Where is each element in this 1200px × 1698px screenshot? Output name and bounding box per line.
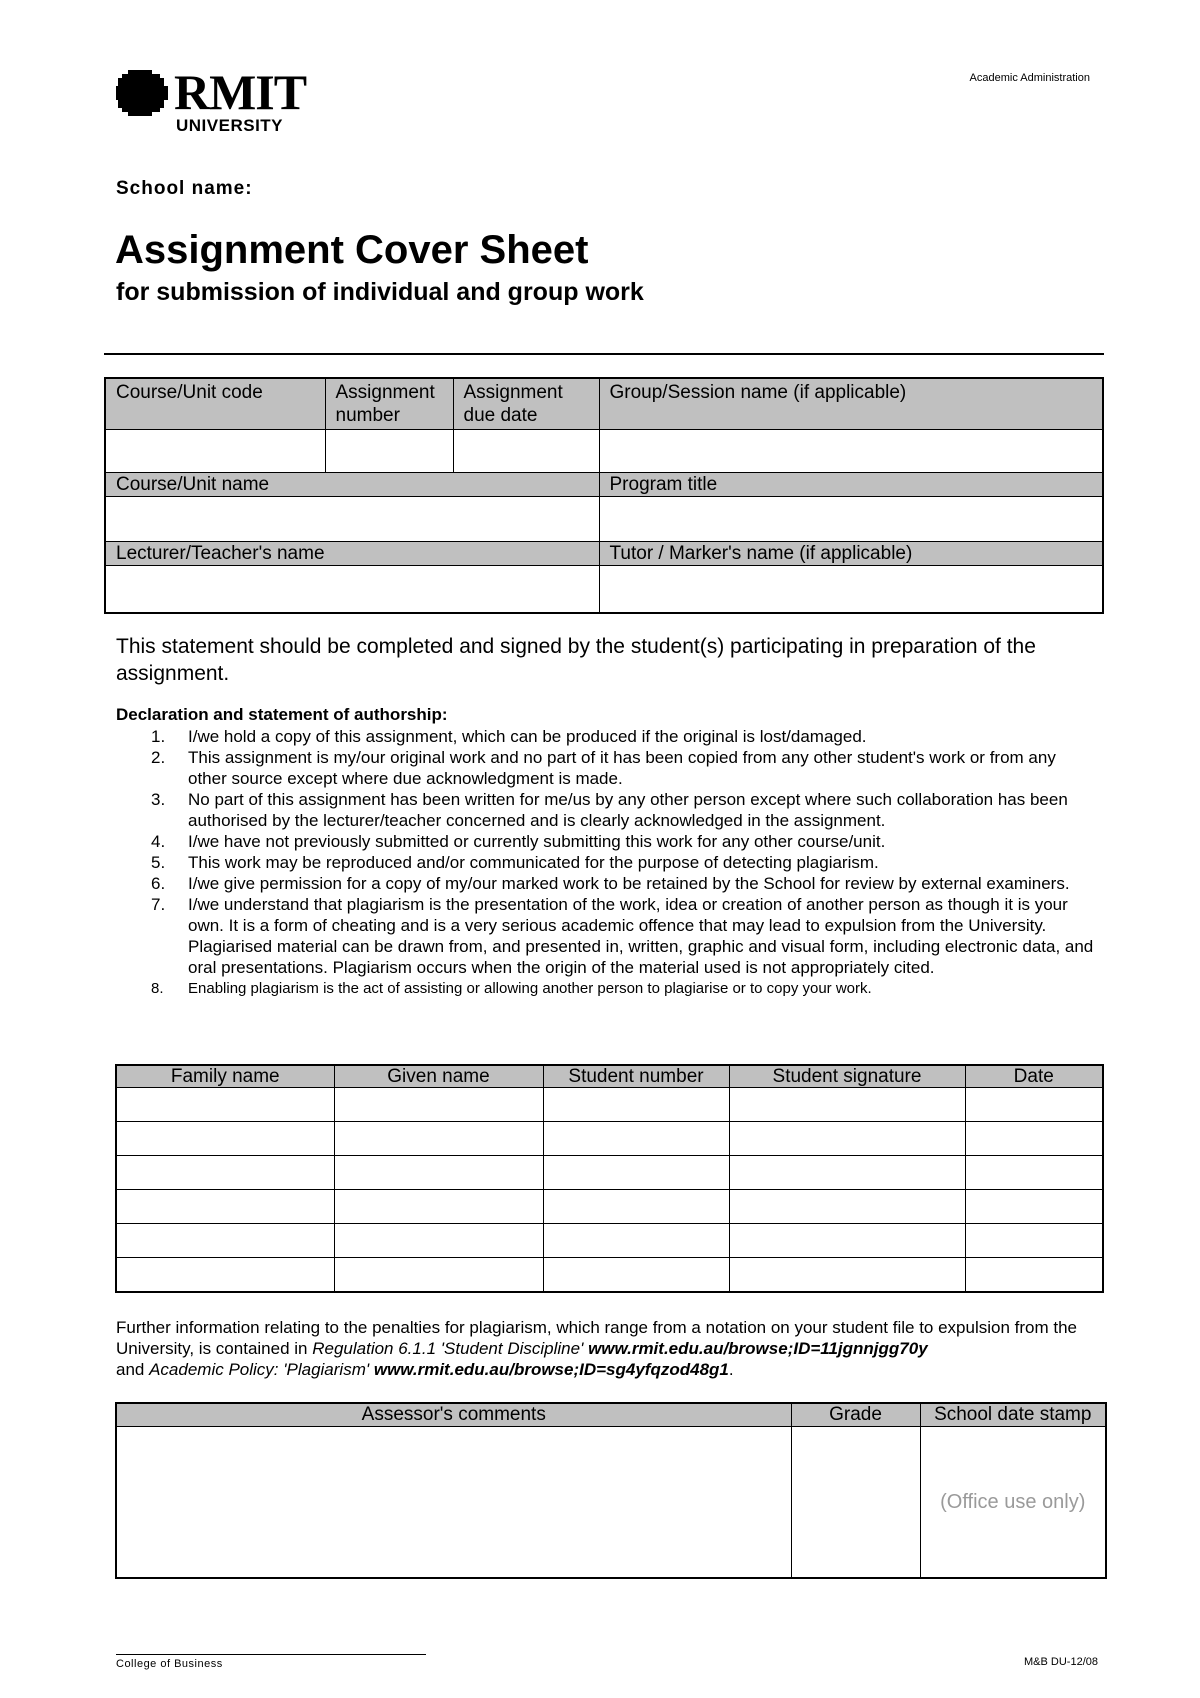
date-field[interactable] <box>965 1224 1103 1258</box>
date-field[interactable] <box>965 1190 1103 1224</box>
regulation-reference: Regulation 6.1.1 'Student Discipline' <box>312 1339 584 1358</box>
family-name-field[interactable] <box>116 1190 334 1224</box>
assessor-comments-header: Assessor's comments <box>116 1403 791 1427</box>
student-signature-field[interactable] <box>729 1224 965 1258</box>
student-number-field[interactable] <box>543 1088 729 1122</box>
grade-field[interactable] <box>791 1427 920 1579</box>
page-title: Assignment Cover Sheet <box>115 228 589 272</box>
course-name-header: Course/Unit name <box>105 473 599 497</box>
assignment-due-date-field[interactable] <box>453 430 599 473</box>
list-item: 5. This work may be reproduced and/or communicated for the purpose of detecting plagiarism. <box>151 853 879 872</box>
date-header: Date <box>965 1065 1103 1088</box>
school-date-stamp-header: School date stamp <box>920 1403 1106 1427</box>
course-code-field[interactable] <box>105 430 325 473</box>
list-item: 7. I/we understand that plagiarism is the presentation of the work, idea or creation of another person as though it is your own. It is a form of cheating and is a very serious academic offence that may lead to expulsion from the University. Plagiarised material can be drawn from, and presented in, written, graphic and visual form, including electronic data, and oral presentations. Plagiarism occurs when the origin of the material used is not appropriately cited. <box>151 895 1094 977</box>
table-row <box>116 1122 1103 1156</box>
logo-wordmark: RMIT <box>174 64 307 120</box>
policy-link[interactable]: www.rmit.edu.au/browse;ID=sg4yfqzod48g1 <box>373 1360 729 1379</box>
assignment-number-field[interactable] <box>325 430 453 473</box>
table-row <box>116 1224 1103 1258</box>
assessor-table <box>115 1402 1107 1579</box>
declaration-title: Declaration and statement of authorship: <box>116 705 448 724</box>
student-signature-table <box>115 1064 1104 1293</box>
course-code-header: Course/Unit code <box>105 378 325 430</box>
student-signature-field[interactable] <box>729 1258 965 1293</box>
tutor-name-field[interactable] <box>599 566 1103 614</box>
group-session-field[interactable] <box>599 430 1103 473</box>
given-name-field[interactable] <box>334 1156 543 1190</box>
office-use-note: (Office use only) <box>920 1427 1106 1579</box>
family-name-header: Family name <box>116 1065 334 1088</box>
student-number-field[interactable] <box>543 1258 729 1293</box>
table-row <box>116 1156 1103 1190</box>
lecturer-name-header: Lecturer/Teacher's name <box>105 542 599 566</box>
date-field[interactable] <box>965 1088 1103 1122</box>
table-row <box>116 1190 1103 1224</box>
student-number-field[interactable] <box>543 1122 729 1156</box>
header-divider <box>104 353 1104 355</box>
declaration-list <box>116 726 1096 999</box>
family-name-field[interactable] <box>116 1156 334 1190</box>
assessor-comments-field[interactable] <box>116 1427 791 1579</box>
group-session-header: Group/Session name (if applicable) <box>599 378 1103 430</box>
department-label: Academic Administration <box>969 72 1090 84</box>
date-field[interactable] <box>965 1122 1103 1156</box>
given-name-field[interactable] <box>334 1122 543 1156</box>
footer-college: College of Business <box>116 1658 223 1670</box>
list-item: 4. I/we have not previously submitted or currently submitting this work for any other course/unit. <box>151 832 886 851</box>
family-name-field[interactable] <box>116 1122 334 1156</box>
assignment-info-table <box>104 377 1104 614</box>
student-signature-field[interactable] <box>729 1156 965 1190</box>
student-signature-field[interactable] <box>729 1190 965 1224</box>
logo-subtext: UNIVERSITY <box>176 116 284 135</box>
student-number-field[interactable] <box>543 1190 729 1224</box>
date-field[interactable] <box>965 1258 1103 1293</box>
list-item: 2. This assignment is my/our original work and no part of it has been copied from any other student's work or from any other source except where due acknowledgment is made. <box>151 748 1056 788</box>
table-row <box>116 1258 1103 1293</box>
assignment-due-date-header: Assignment due date <box>453 378 599 430</box>
given-name-header: Given name <box>334 1065 543 1088</box>
student-number-field[interactable] <box>543 1224 729 1258</box>
plagiarism-info-text: Further information relating to the penalties for plagiarism, which range from a notation on your student file to expulsion from the University, is contained in Regulation 6.1.1 'Student Discipline' www.rmit.edu.au/browse;ID=11jgnnjgg70y and Academic Policy: 'Plagiarism' www.rmit.edu.au/browse;ID=sg4yfqzod48g1. <box>116 1318 1078 1379</box>
student-number-header: Student number <box>543 1065 729 1088</box>
footer-divider <box>116 1654 426 1655</box>
lecturer-name-field[interactable] <box>105 566 599 614</box>
date-field[interactable] <box>965 1156 1103 1190</box>
list-item: 8. Enabling plagiarism is the act of assisting or allowing another person to plagiarise or to copy your work. <box>151 980 872 997</box>
list-item: 1. I/we hold a copy of this assignment, which can be produced if the original is lost/damaged. <box>151 727 867 746</box>
page-subtitle: for submission of individual and group work <box>116 278 644 306</box>
student-signature-field[interactable] <box>729 1088 965 1122</box>
statement-text: This statement should be completed and signed by the student(s) participating in preparation of the assignment. <box>116 635 1036 685</box>
footer-form-code: M&B DU-12/08 <box>1024 1656 1098 1668</box>
family-name-field[interactable] <box>116 1088 334 1122</box>
given-name-field[interactable] <box>334 1258 543 1293</box>
rmit-logo <box>116 64 326 140</box>
list-item: 6. I/we give permission for a copy of my/our marked work to be retained by the School for review by external examiners. <box>151 874 1070 893</box>
rmit-pixel-mark-icon <box>116 70 168 116</box>
family-name-field[interactable] <box>116 1258 334 1293</box>
given-name-field[interactable] <box>334 1190 543 1224</box>
given-name-field[interactable] <box>334 1224 543 1258</box>
program-title-header: Program title <box>599 473 1103 497</box>
student-number-field[interactable] <box>543 1156 729 1190</box>
assignment-number-header: Assignment number <box>325 378 453 430</box>
grade-header: Grade <box>791 1403 920 1427</box>
course-name-field[interactable] <box>105 497 599 542</box>
tutor-name-header: Tutor / Marker's name (if applicable) <box>599 542 1103 566</box>
student-signature-field[interactable] <box>729 1122 965 1156</box>
policy-reference: Academic Policy: 'Plagiarism' <box>149 1360 370 1379</box>
student-signature-header: Student signature <box>729 1065 965 1088</box>
regulation-link[interactable]: www.rmit.edu.au/browse;ID=11jgnnjgg70y <box>588 1339 928 1358</box>
school-name-label: School name: <box>116 178 253 199</box>
program-title-field[interactable] <box>599 497 1103 542</box>
list-item: 3. No part of this assignment has been written for me/us by any other person except where such collaboration has been authorised by the lecturer/teacher concerned and is clearly acknowledged in the assignment. <box>151 790 1068 830</box>
family-name-field[interactable] <box>116 1224 334 1258</box>
table-row <box>116 1088 1103 1122</box>
given-name-field[interactable] <box>334 1088 543 1122</box>
